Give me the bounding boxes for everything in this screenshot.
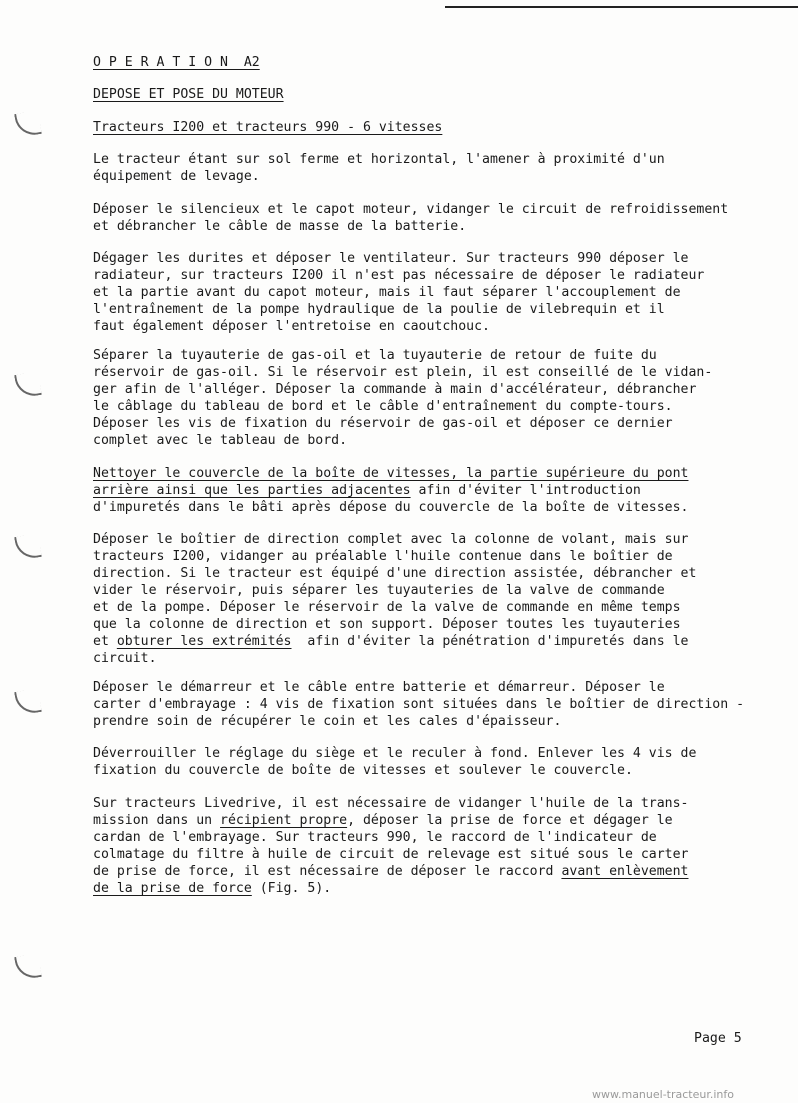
binder-hole-mark xyxy=(14,953,42,981)
binder-hole-mark xyxy=(14,688,42,716)
paragraph-7 xyxy=(93,679,744,730)
text-line: Déposer le démarreur et le câble entre batterie et démarreur. Déposer le xyxy=(93,680,665,695)
paragraph-9 xyxy=(93,795,688,897)
binder-hole-mark xyxy=(14,371,42,399)
paragraph-1 xyxy=(93,151,665,185)
section-subtitle: Tracteurs I200 et tracteurs 990 - 6 vitesses xyxy=(93,120,443,135)
text-line: tracteurs I200, vidanger au préalable l'huile contenue dans le boîtier de xyxy=(93,549,673,564)
underlined-text: obturer les extrémités xyxy=(116,634,292,649)
text-line: circuit. xyxy=(93,651,157,666)
paragraph-5 xyxy=(93,465,688,516)
text-line: et de la pompe. Déposer le réservoir de la valve de commande en même temps xyxy=(93,600,681,615)
underlined-text: avant enlèvement xyxy=(561,864,689,879)
text-line: direction. Si le tracteur est équipé d'une direction assistée, débrancher et xyxy=(93,566,697,581)
text-line: afin d'éviter l'introduction xyxy=(410,483,641,498)
underlined-text: de la prise de force xyxy=(93,881,252,896)
text-line: Séparer la tuyauterie de gas-oil et la tuyauterie de retour de fuite du xyxy=(93,348,657,363)
text-line: radiateur, sur tracteurs I200 il n'est pas nécessaire de déposer le radiateur xyxy=(93,268,705,283)
text-line: le câblage du tableau de bord et le câble d'entraînement du compte-tours. xyxy=(93,399,673,414)
text-line: que la colonne de direction et son support. Déposer toutes les tuyauteries xyxy=(93,617,681,632)
text-line: vider le réservoir, puis séparer les tuyauteries de la valve de commande xyxy=(93,583,665,598)
top-rule xyxy=(445,6,798,8)
text-line: colmatage du filtre à huile de circuit de relevage est situé sous le carter xyxy=(93,847,689,862)
watermark: www.manuel-tracteur.info xyxy=(592,1088,734,1101)
text-line: d'impuretés dans le bâti après dépose du couvercle de la boîte de vitesses. xyxy=(93,500,689,515)
text-line: cardan de l'embrayage. Sur tracteurs 990, le raccord de l'indicateur de xyxy=(93,830,657,845)
text-line: Déverrouiller le réglage du siège et le reculer à fond. Enlever les 4 vis de xyxy=(93,746,697,761)
operation-heading: O P E R A T I O N A2 xyxy=(93,55,260,70)
text-line: fixation du couvercle de boîte de vitesses et soulever le couvercle. xyxy=(93,763,633,778)
text-line: l'entraînement de la pompe hydraulique de la poulie de vilebrequin et il xyxy=(93,302,665,317)
text-line: et xyxy=(93,634,117,649)
text-line: Déposer les vis de fixation du réservoir de gas-oil et déposer ce dernier xyxy=(93,416,673,431)
text-line: Dégager les durites et déposer le ventilateur. Sur tracteurs 990 déposer le xyxy=(93,251,689,266)
text-line: de prise de force, il est nécessaire de déposer le raccord xyxy=(93,864,562,879)
paragraph-4 xyxy=(93,347,712,449)
paragraph-3 xyxy=(93,250,704,335)
text-line: complet avec le tableau de bord. xyxy=(93,433,348,448)
text-line: Déposer le boîtier de direction complet avec la colonne de volant, mais sur xyxy=(93,532,689,547)
text-line: Déposer le silencieux et le capot moteur, vidanger le circuit de refroidissement xyxy=(93,202,729,217)
text-line: Le tracteur étant sur sol ferme et horizontal, l'amener à proximité d'un xyxy=(93,152,665,167)
text-line: faut également déposer l'entretoise en caoutchouc. xyxy=(93,319,490,334)
paragraph-6 xyxy=(93,531,696,667)
text-line: , déposer la prise de force et dégager le xyxy=(347,813,673,828)
text-line: mission dans un xyxy=(93,813,221,828)
text-line: prendre soin de récupérer le coin et les cales d'épaisseur. xyxy=(93,714,562,729)
text-line: afin d'éviter la pénétration d'impuretés dans le xyxy=(291,634,689,649)
binder-hole-mark xyxy=(14,533,42,561)
text-line: (Fig. 5). xyxy=(251,881,332,896)
underlined-text: récipient propre xyxy=(220,813,348,828)
text-line: et débrancher le câble de masse de la batterie. xyxy=(93,219,467,234)
text-line: réservoir de gas-oil. Si le réservoir est plein, il est conseillé de le vidan- xyxy=(93,365,713,380)
text-line: et la partie avant du capot moteur, mais il faut séparer l'accouplement de xyxy=(93,285,681,300)
text-line: carter d'embrayage : 4 vis de fixation sont situées dans le boîtier de direction - xyxy=(93,697,745,712)
text-line: équipement de levage. xyxy=(93,169,260,184)
underlined-text: arrière ainsi que les parties adjacentes xyxy=(93,483,411,498)
text-line: ger afin de l'alléger. Déposer la commande à main d'accélérateur, débrancher xyxy=(93,382,697,397)
underlined-text: Nettoyer le couvercle de la boîte de vitesses, la partie supérieure du pont xyxy=(93,466,689,481)
binder-hole-mark xyxy=(14,110,42,138)
paragraph-2 xyxy=(93,201,728,235)
paragraph-8 xyxy=(93,745,696,779)
section-title: DEPOSE ET POSE DU MOTEUR xyxy=(93,87,284,102)
page-number: Page 5 xyxy=(694,1031,742,1046)
text-line: Sur tracteurs Livedrive, il est nécessaire de vidanger l'huile de la trans- xyxy=(93,796,689,811)
